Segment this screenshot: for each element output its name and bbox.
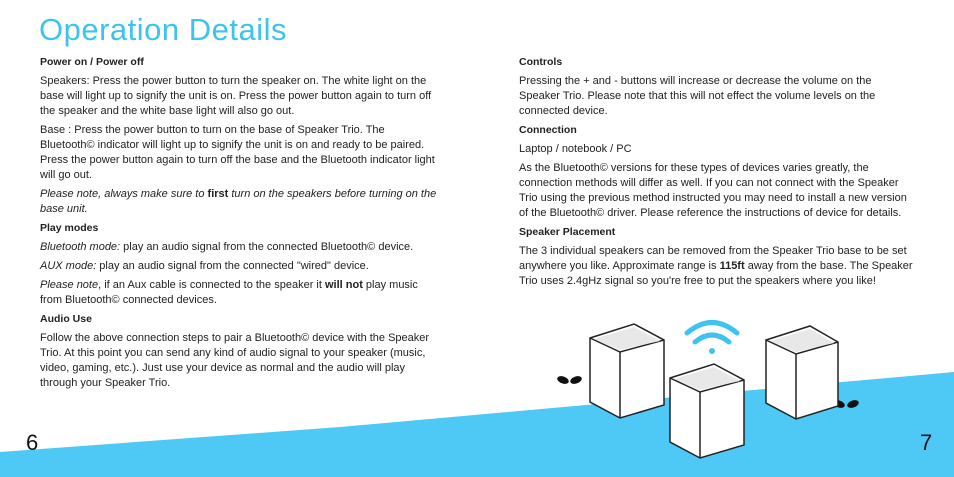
page-title: Operation Details xyxy=(39,12,288,47)
controls-paragraph: Pressing the + and - buttons will increase or decrease the volume on the Speaker Trio. Please note that this will not effect the volume levels on the connected device. xyxy=(519,75,876,117)
play-modes-heading: Play modes xyxy=(40,222,99,234)
aux-note-a: Please note xyxy=(40,279,99,291)
aux-note-b: , if an Aux cable is connected to the speaker it xyxy=(98,279,325,291)
speakers-paragraph: Speakers: Press the power button to turn the speaker on. The white light on the base will light up to signify the unit is on. Press the power button again to turn off the speaker and the white base light will also go out. xyxy=(40,75,432,117)
speaker-cube-icon xyxy=(766,326,838,419)
connection-heading: Connection xyxy=(519,124,577,136)
base-paragraph: Base : Press the power button to turn on the base of Speaker Trio. The Bluetooth© indicator will light up to signify the unit is on and ready to be paired. Press the power button again to turn off the base and the Bluetooth indicator light will go out. xyxy=(40,124,435,181)
audio-use-heading: Audio Use xyxy=(40,313,92,325)
placement-heading: Speaker Placement xyxy=(519,226,616,238)
audio-use-paragraph: Follow the above connection steps to pair a Bluetooth© device with the Speaker Trio. At this point you can send any kind of audio signal to your speaker (music, video, gaming, etc.). Just use your device as normal and the audio will play through your Speaker Trio. xyxy=(40,332,430,389)
aux-note-d: play music from Bluetooth© connected devices. xyxy=(40,279,418,306)
aux-mode-label: AUX mode: xyxy=(40,260,97,272)
wifi-icon xyxy=(687,323,737,355)
first-note-emphasis: first xyxy=(207,188,229,200)
first-note-a: Please note, always make sure to xyxy=(40,188,208,200)
controls-heading: Controls xyxy=(519,56,563,68)
power-heading: Power on / Power off xyxy=(40,56,144,68)
placement-range: 115ft xyxy=(719,260,745,272)
speaker-cube-icon xyxy=(590,324,664,418)
first-note-c: turn on the speakers before turning on the base unit. xyxy=(40,188,437,215)
connection-paragraph: As the Bluetooth© versions for these types of devices varies greatly, the connection methods will differ as well. If you can not connect with the Speaker Trio using the previous method instructed you may need to install a new version of the Bluetooth© driver. Please reference the instructions of device for details. xyxy=(519,162,907,219)
connection-devices: Laptop / notebook / PC xyxy=(519,143,632,155)
bluetooth-mode-label: Bluetooth mode: xyxy=(40,241,121,253)
speaker-cube-icon xyxy=(670,364,744,458)
bluetooth-mode-text: play an audio signal from the connected Bluetooth© device. xyxy=(120,241,414,253)
placement-c: away from the base. The Speaker Trio uses 2.4gHz signal so you're free to put the speakers where you like! xyxy=(519,260,913,287)
page-number-left: 6 xyxy=(26,430,39,455)
page-number-right: 7 xyxy=(920,430,933,455)
aux-mode-text: play an audio signal from the connected "wired" device. xyxy=(96,260,369,272)
aux-note-emphasis: will not xyxy=(324,279,363,291)
placement-a: The 3 individual speakers can be removed from the Speaker Trio base to be set anywhere you like. Approximate range is xyxy=(519,245,907,272)
